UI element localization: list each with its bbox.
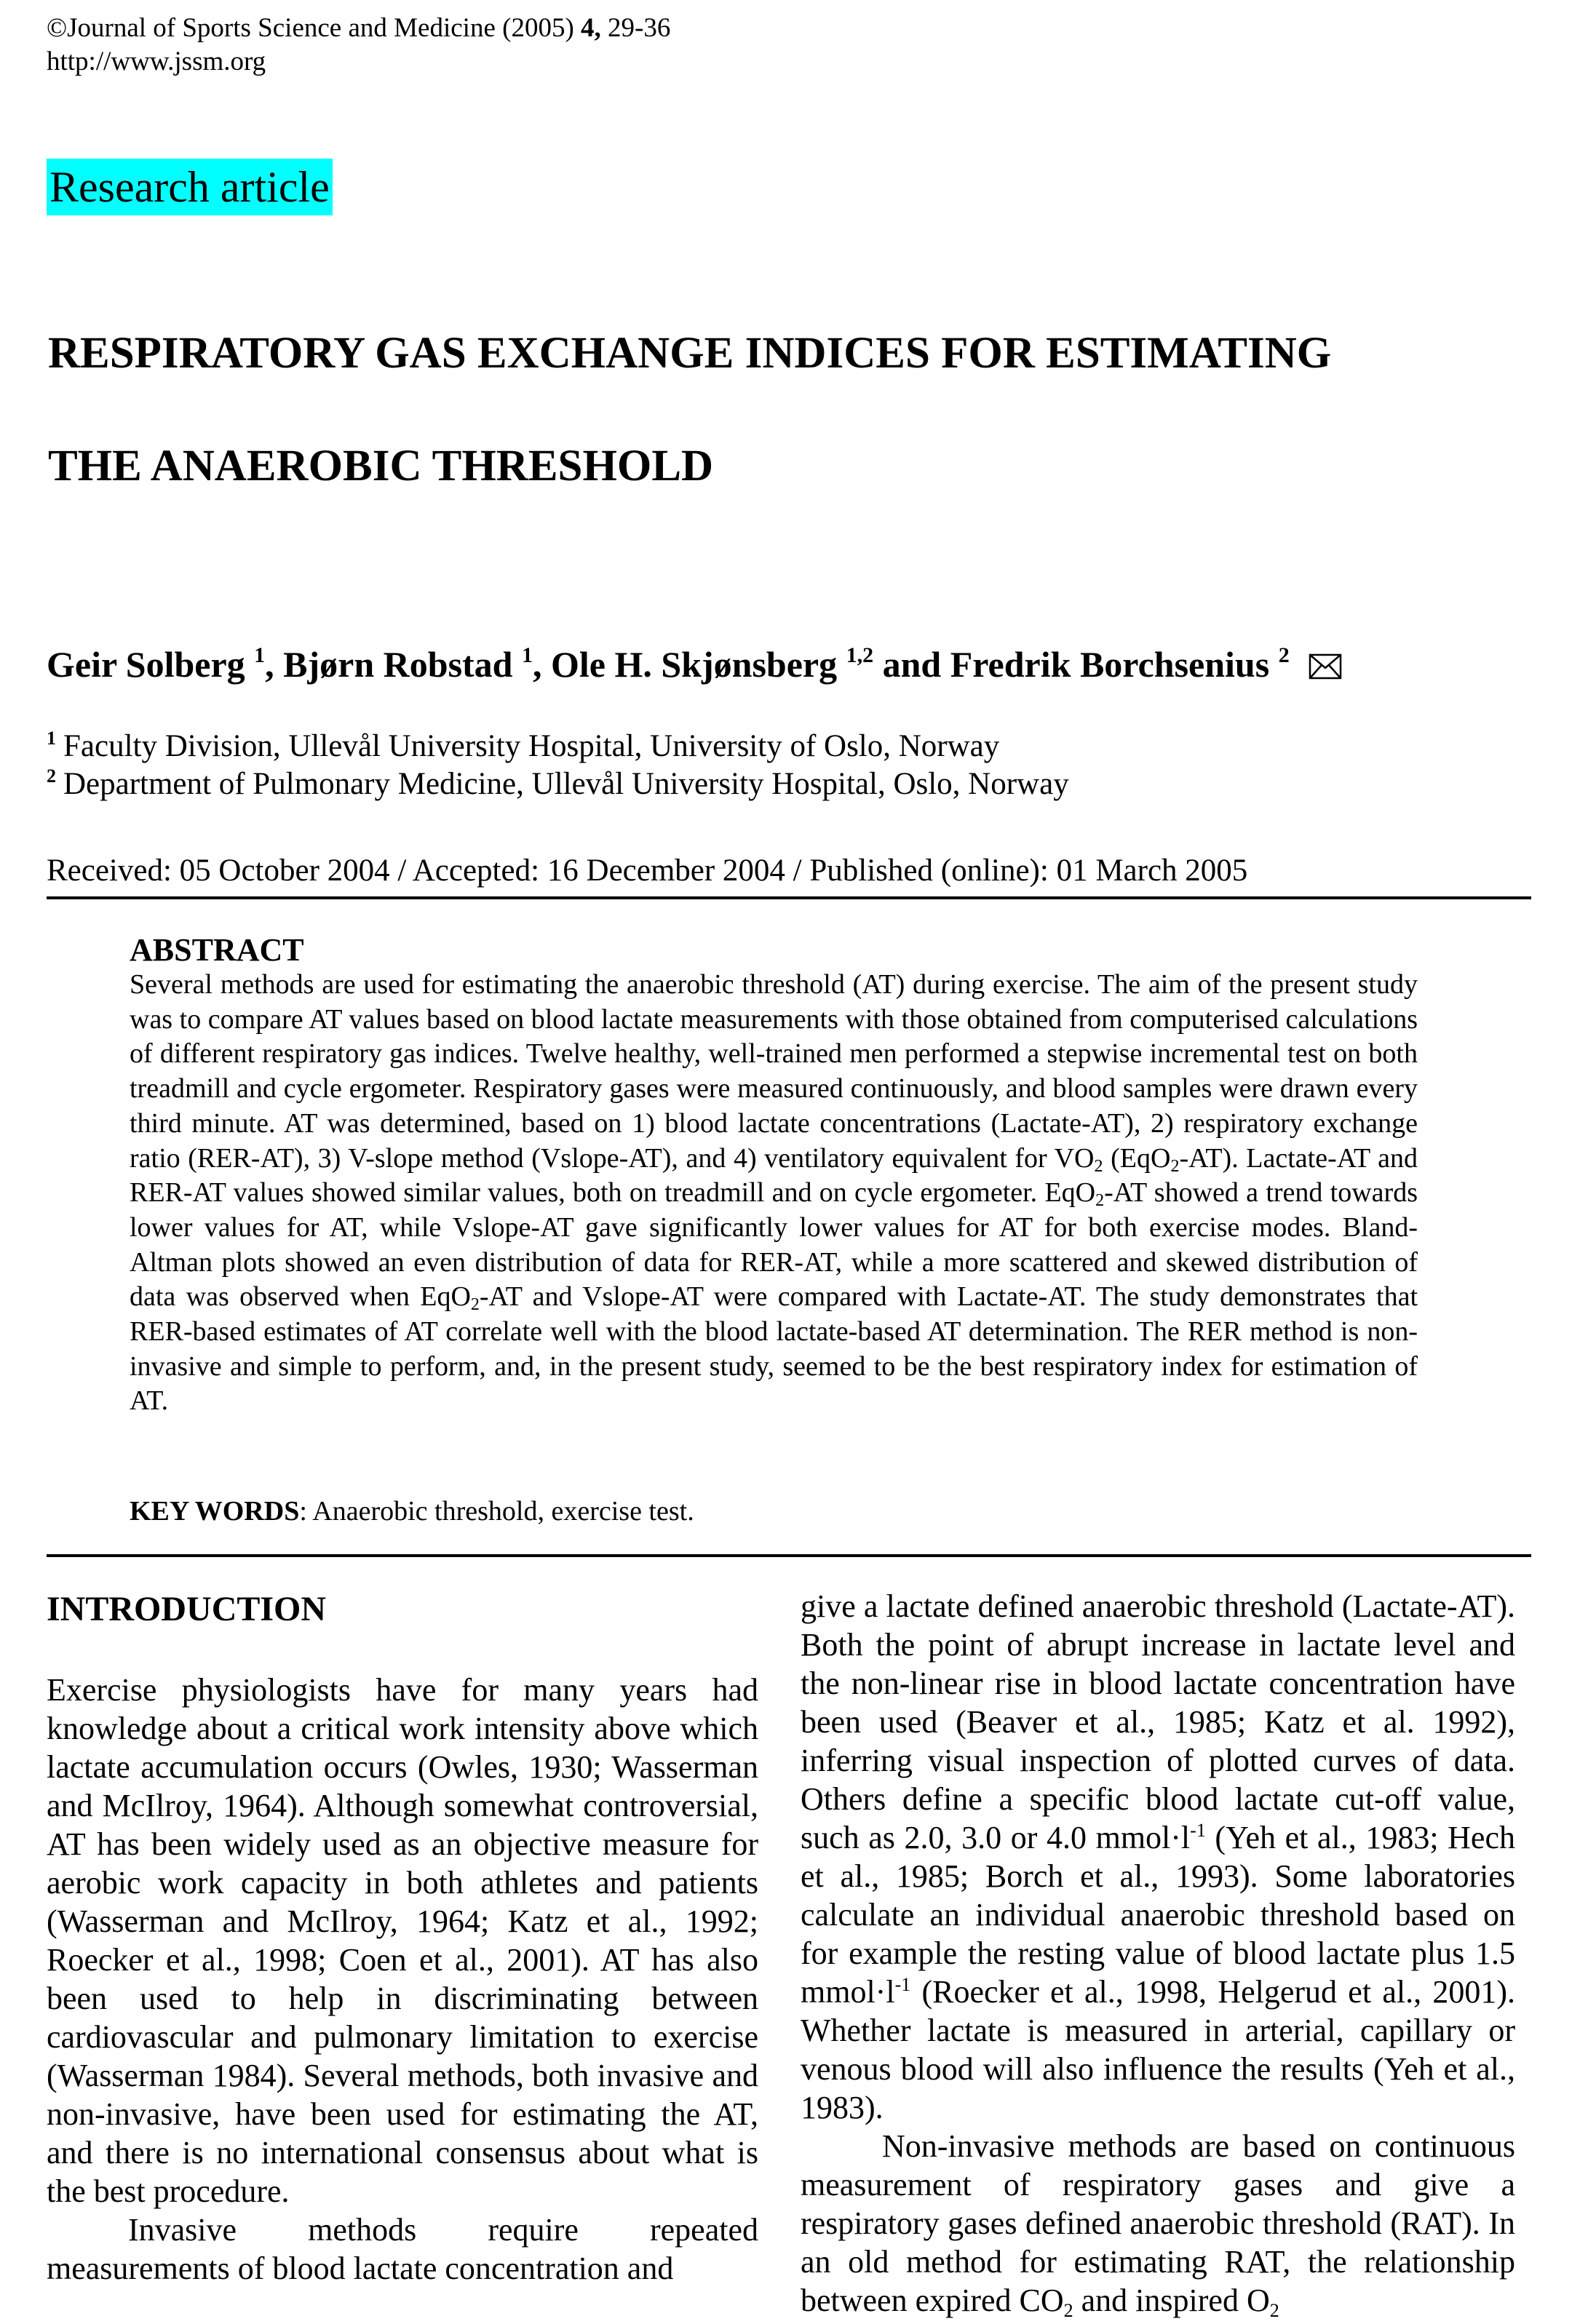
affiliation-2 bbox=[47, 765, 1069, 803]
title-line-2: THE ANAEROBIC THRESHOLD bbox=[48, 442, 714, 490]
paragraph-segment: and inspired O bbox=[1073, 2283, 1270, 2318]
subscript: 2 bbox=[1170, 1156, 1180, 1176]
abstract-heading: ABSTRACT bbox=[130, 932, 304, 968]
affiliation-number: 1 bbox=[47, 728, 56, 749]
abstract-segment: -AT and Vslope-AT were compared with Lactate-AT. The study demonstrates that RER-based estimates of AT correlate well with the blood lactate-based AT determination. The RER method is non-invasive and simple to perform, and, in the present study, seemed to be the best respiratory index for estimation of AT. bbox=[130, 1281, 1418, 1417]
subscript: 2 bbox=[1095, 1191, 1105, 1211]
article-type-label: Research article bbox=[47, 159, 333, 215]
superscript: -1 bbox=[1190, 1820, 1206, 1841]
body-column-left bbox=[47, 1671, 758, 2288]
paragraph: Exercise physiologists have for many years had knowledge about a critical work intensity above which lactate accumulation occurs (Owles, 1930; Wasserman and McIlroy, 1964). Although somewhat controversial, AT has been widely used as an objective measure for aerobic work capacity in both athletes and patients (Wasserman and McIlroy, 1964; Katz et al., 1992; Roecker et al., 1998; Coen et al., 2001). AT has also been used to help in discriminating between cardiovascular and pulmonary limitation to exercise (Wasserman 1984). Several methods, both invasive and non-invasive, have been used for estimating the AT, and there is no international consensus about what is the best procedure. bbox=[47, 1672, 758, 2209]
envelope-icon[interactable] bbox=[1309, 634, 1342, 700]
section-heading-introduction: INTRODUCTION bbox=[47, 1590, 327, 1628]
keywords bbox=[130, 1493, 694, 1529]
subscript: 2 bbox=[1269, 2300, 1279, 2321]
author-name: Geir Solberg bbox=[47, 644, 255, 685]
citation-pages: 29-36 bbox=[600, 13, 671, 43]
author-list bbox=[47, 632, 1342, 700]
citation-volume: 4, bbox=[581, 13, 601, 43]
author-separator: , bbox=[265, 644, 284, 685]
paragraph bbox=[801, 2127, 1515, 2320]
abstract-segment: -AT). Lactate-AT and RER-AT values showed similar values, both on treadmill and on cycle ergometer. EqO bbox=[130, 1142, 1418, 1209]
author-name: Ole H. Skjønsberg bbox=[551, 644, 846, 685]
author-affiliation-ref: 1,2 bbox=[846, 643, 874, 667]
paragraph: Invasive methods require repeated measurements of blood lactate concentration and bbox=[47, 2212, 758, 2286]
publication-dates: Received: 05 October 2004 / Accepted: 16 December 2004 / Published (online): 01 March 2005 bbox=[47, 853, 1248, 888]
paragraph-segment: (Roecker et al., 1998, Helgerud et al., 2001). Whether lactate is measured in arterial, capillary or venous blood will also influence the results (Yeh et al., 1983). bbox=[801, 1974, 1515, 2125]
subscript: 2 bbox=[1094, 1156, 1103, 1176]
keywords-text: : Anaerobic threshold, exercise test. bbox=[299, 1496, 694, 1527]
divider bbox=[47, 1554, 1531, 1557]
journal-citation bbox=[47, 12, 670, 79]
author-separator: and bbox=[873, 644, 950, 685]
divider bbox=[47, 896, 1531, 899]
abstract-segment: (EqO bbox=[1103, 1142, 1171, 1174]
subscript: 2 bbox=[1063, 2300, 1073, 2321]
author-separator: , bbox=[533, 644, 551, 685]
journal-url[interactable]: http://www.jssm.org bbox=[47, 47, 266, 76]
keywords-label: KEY WORDS bbox=[130, 1496, 300, 1527]
citation-text: ©Journal of Sports Science and Medicine (2005) bbox=[47, 13, 581, 43]
article-title bbox=[48, 297, 1540, 522]
subscript: 2 bbox=[470, 1295, 480, 1315]
abstract-text bbox=[130, 968, 1418, 1419]
affiliation-1 bbox=[47, 728, 999, 765]
paragraph-segment: (Yeh et al., 1983; Hech et al., 1985; Borch et al., 1993). Some laboratories calculate an individual anaerobic threshold based on for example the resting value of blood lactate plus 1.5 mmol·l bbox=[801, 1820, 1515, 2010]
author-name: Fredrik Borchsenius bbox=[950, 644, 1279, 685]
superscript: -1 bbox=[894, 1974, 911, 1995]
paragraph-segment: give a lactate defined anaerobic threshold (Lactate-AT). Both the point of abrupt increase in lactate level and the non-linear rise in blood lactate concentration have been used (Beaver et al., 1985; Katz et al. 1992), inferring visual inspection of plotted curves of data. Others define a specific blood lactate cut-off value, such as 2.0, 3.0 or 4.0 mmol·l bbox=[801, 1588, 1515, 1855]
author-affiliation-ref: 2 bbox=[1278, 643, 1290, 667]
title-line-1: RESPIRATORY GAS EXCHANGE INDICES FOR ESTIMATING bbox=[48, 329, 1332, 378]
affiliation-text: Department of Pulmonary Medicine, Ullevål University Hospital, Oslo, Norway bbox=[63, 767, 1069, 801]
paragraph-segment: Non-invasive methods are based on continuous measurement of respiratory gases and give a respiratory gases defined anaerobic threshold (RAT). In an old method for estimating RAT, the relationship between expired CO bbox=[801, 2128, 1515, 2318]
paragraph bbox=[801, 1587, 1515, 2127]
author-affiliation-ref: 1 bbox=[254, 643, 266, 667]
affiliation-text: Faculty Division, Ullevål University Hospital, University of Oslo, Norway bbox=[63, 729, 1000, 763]
author-name: Bjørn Robstad bbox=[283, 644, 522, 685]
abstract-segment: -AT showed a trend towards lower values for AT, while Vslope-AT gave significantly lower values for AT for both exercise modes. Bland-Altman plots showed an even distribution of data for RER-AT, while a more scattered and skewed distribution of data was observed when EqO bbox=[130, 1177, 1418, 1313]
abstract-segment: Several methods are used for estimating the anaerobic threshold (AT) during exercise. The aim of the present study was to compare AT values based on blood lactate measurements with those obtained from computerised calculations of different respiratory gas indices. Twelve healthy, well-trained men performed a stepwise incremental test on both treadmill and cycle ergometer. Respiratory gases were measured continuously, and blood samples were drawn every third minute. AT was determined, based on 1) blood lactate concentrations (Lactate-AT), 2) respiratory exchange ratio (RER-AT), 3) V-slope method (Vslope-AT), and 4) ventilatory equivalent for VO bbox=[130, 969, 1418, 1174]
body-column-right bbox=[801, 1587, 1515, 2320]
affiliation-number: 2 bbox=[47, 765, 56, 787]
author-affiliation-ref: 1 bbox=[522, 643, 533, 667]
